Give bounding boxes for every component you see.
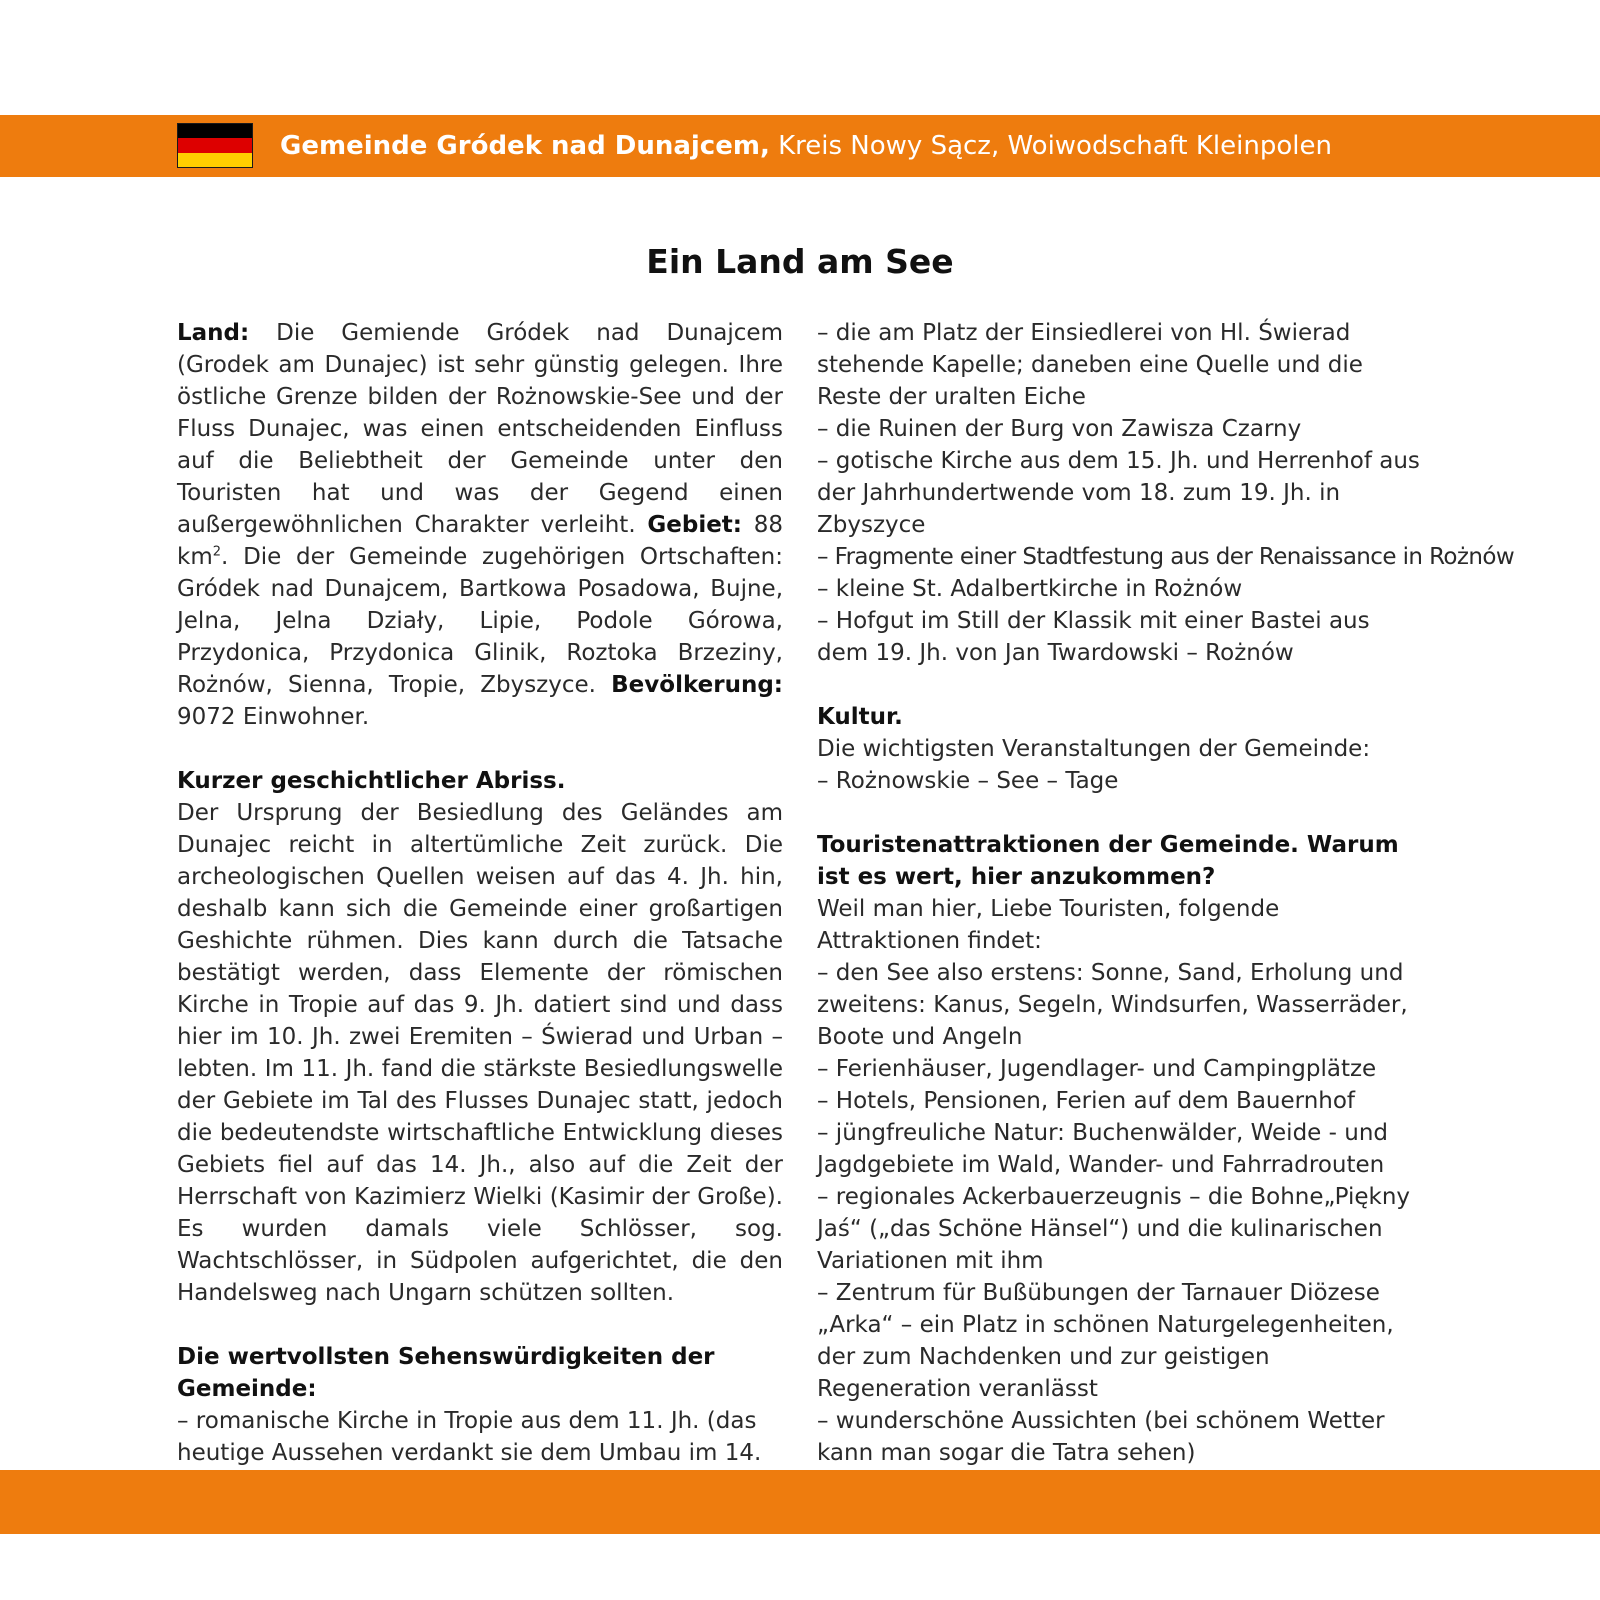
history-heading: Kurzer geschichtlicher Abriss. [177,768,566,794]
label-land: Land: [177,320,250,346]
spacer [817,669,1425,701]
header-band [0,115,1600,177]
intro-text-4: 9072 Einwohner. [177,704,370,730]
attractions-intro: Weil man hier, Liebe Touristen, folgende Attraktionen findet: [817,896,1280,954]
sights-item: – gotische Kirche aus dem 15. Jh. und Herrenhof aus der Jahrhundertwende vom 18. zum 19. Jh. in Zbyszyce [817,448,1420,538]
sights-item: – kleine St. Adalbertkirche in Rożnów [817,576,1243,602]
flag-stripe-gold [178,153,252,167]
sights-item: – romanische Kirche in Tropie aus dem 11. Jh. (das heutige Aussehen verdankt sie dem Umbau im 14. [177,1408,762,1466]
spacer [817,797,1425,829]
culture-heading: Kultur. [817,704,903,730]
sights-heading: Die wertvollsten Sehenswürdigkeiten der Gemeinde: [177,1344,715,1402]
attractions-item: – Hotels, Pensionen, Ferien auf dem Bauernhof [817,1088,1356,1114]
intro-text-2: 88 km [177,512,784,570]
sights-item: – die am Platz der Einsiedlerei von Hl. Świerad stehende Kapelle; daneben eine Quelle und die Reste der uralten Eiche [817,320,1363,410]
attractions-item: – jüngfreuliche Natur: Buchenwälder, Weide - und Jagdgebiete im Wald, Wander- und Fahrradrouten [817,1120,1388,1178]
spacer [177,1309,783,1341]
label-bevoelkerung: Bevölkerung: [611,672,783,698]
sights-item: – Fragmente einer Stadtfestung aus der Renaissance in Rożnów [817,544,1515,570]
culture-item: – Rożnowskie – See – Tage [817,768,1119,794]
attractions-item: – Zentrum für Bußübungen der Tarnauer Diözese „Arka“ – ein Platz in schönen Naturgelegenheiten, der zum Nachdenken und zur geistigen Regeneration veranlässt [817,1280,1394,1402]
intro-paragraph [177,317,783,733]
header-title-bold: Gemeinde Gródek nad Dunajcem, [280,131,770,161]
sights-item: – Hofgut im Still der Klassik mit einer Bastei aus dem 19. Jh. von Jan Twardowski – Rożnów [817,608,1370,666]
sights-item: – die Ruinen der Burg von Zawisza Czarny [817,416,1302,442]
header-title [280,129,1332,163]
right-column [817,317,1515,1469]
flag-stripe-black [178,124,252,138]
area-superscript: 2 [212,544,222,560]
intro-text-1: Die Gemiende Gródek nad Dunajcem (Grodek am Dunajec) ist sehr günstig gelegen. Ihre östliche Grenze bilden der Rożnowskie-See und der Fluss Dunajec, was einen entscheidenden Einfluss auf die Beliebtheit der Gemeinde unter den Touristen hat und was der Gegend einen außergewöhnlichen Charakter verleiht. [177,320,783,538]
attractions-item: – Ferienhäuser, Jugendlager- und Campingplätze [817,1056,1377,1082]
page-title: Ein Land am See [646,242,954,281]
attractions-item: – den See also erstens: Sonne, Sand, Erholung und zweitens: Kanus, Segeln, Windsurfen, Wasserräder, Boote und Angeln [817,960,1408,1050]
culture-intro: Die wichtigsten Veranstaltungen der Gemeinde: [817,736,1371,762]
spacer [177,733,783,765]
history-text: Der Ursprung der Besiedlung des Geländes am Dunajec reicht in altertümliche Zeit zurück. Die archeologischen Quellen weisen auf das 4. Jh. hin, deshalb kann sich die Gemeinde einer großartigen Geshichte rühmen. Dies kann durch die Tatsache bestätigt werden, dass Elemente der römischen Kirche in Tropie auf das 9. Jh. datiert sind und dass hier im 10. Jh. zwei Eremiten – Świerad und Urban – lebten. Im 11. Jh. fand die stärkste Besiedlungswelle der Gebiete im Tal des Flusses Dunajec statt, jedoch die bedeutendste wirtschaftliche Entwicklung dieses Gebiets fiel auf das 14. Jh., also auf die Zeit der Herrschaft von Kazimierz Wielki (Kasimir der Große). Es wurden damals viele Schlösser, sog. Wachtschlösser, in Südpolen aufgerichtet, die den Handelsweg nach Ungarn schützen sollten. [177,800,783,1306]
attractions-heading: Touristenattraktionen der Gemeinde. Warum ist es wert, hier anzukommen? [817,832,1399,890]
attractions-item: – wunderschöne Aussichten (bei schönem Wetter kann man sogar die Tatra sehen) [817,1408,1385,1466]
footer-band [0,1470,1600,1534]
german-flag-icon [177,123,253,168]
intro-text-3: . Die der Gemeinde zugehörigen Ortschaften: Gródek nad Dunajcem, Bartkowa Posadowa, Bujne, Jelna, Jelna Działy, Lipie, Podole Górowa, Przydonica, Przydonica Glinik, Roztoka Brzeziny, Rożnów, Sienna, Tropie, Zbyszyce. [177,544,783,698]
label-gebiet: Gebiet: [647,512,742,538]
left-column [177,317,783,1501]
header-title-rest: Kreis Nowy Sącz, Woiwodschaft Kleinpolen [769,131,1332,161]
flag-stripe-red [178,138,252,152]
attractions-item: – regionales Ackerbauerzeugnis – die Bohne„Piękny Jaś“ („das Schöne Hänsel“) und die kulinarischen Variationen mit ihm [817,1184,1411,1274]
